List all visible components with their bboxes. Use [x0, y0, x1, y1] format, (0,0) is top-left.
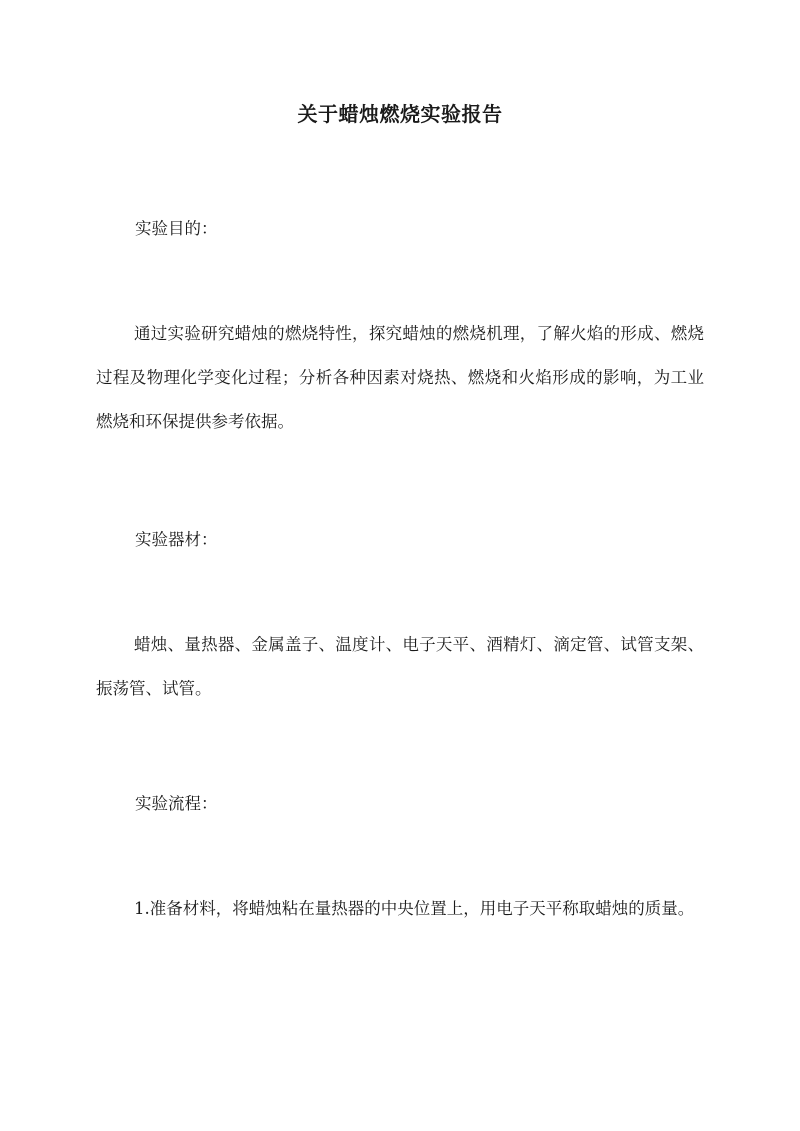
section-heading-process: 实验流程：	[135, 794, 218, 813]
section-text-equipment: 蜡烛、量热器、金属盖子、温度计、电子天平、酒精灯、滴定管、试管支架、振荡管、试管。	[96, 635, 704, 698]
section-heading-purpose: 实验目的：	[135, 219, 218, 238]
process-step-1: 1.准备材料，将蜡烛粘在量热器的中央位置上，用电子天平称取蜡烛的质量。	[134, 899, 695, 918]
section-text-purpose: 通过实验研究蜡烛的燃烧特性，探究蜡烛的燃烧机理，了解火焰的形成、燃烧过程及物理化学变化过程；分析各种因素对烧热、燃烧和火焰形成的影响，为工业燃烧和环保提供参考依据。	[96, 324, 704, 431]
document-title: 关于蜡烛燃烧实验报告	[297, 102, 503, 126]
section-heading-equipment: 实验器材：	[135, 530, 218, 549]
